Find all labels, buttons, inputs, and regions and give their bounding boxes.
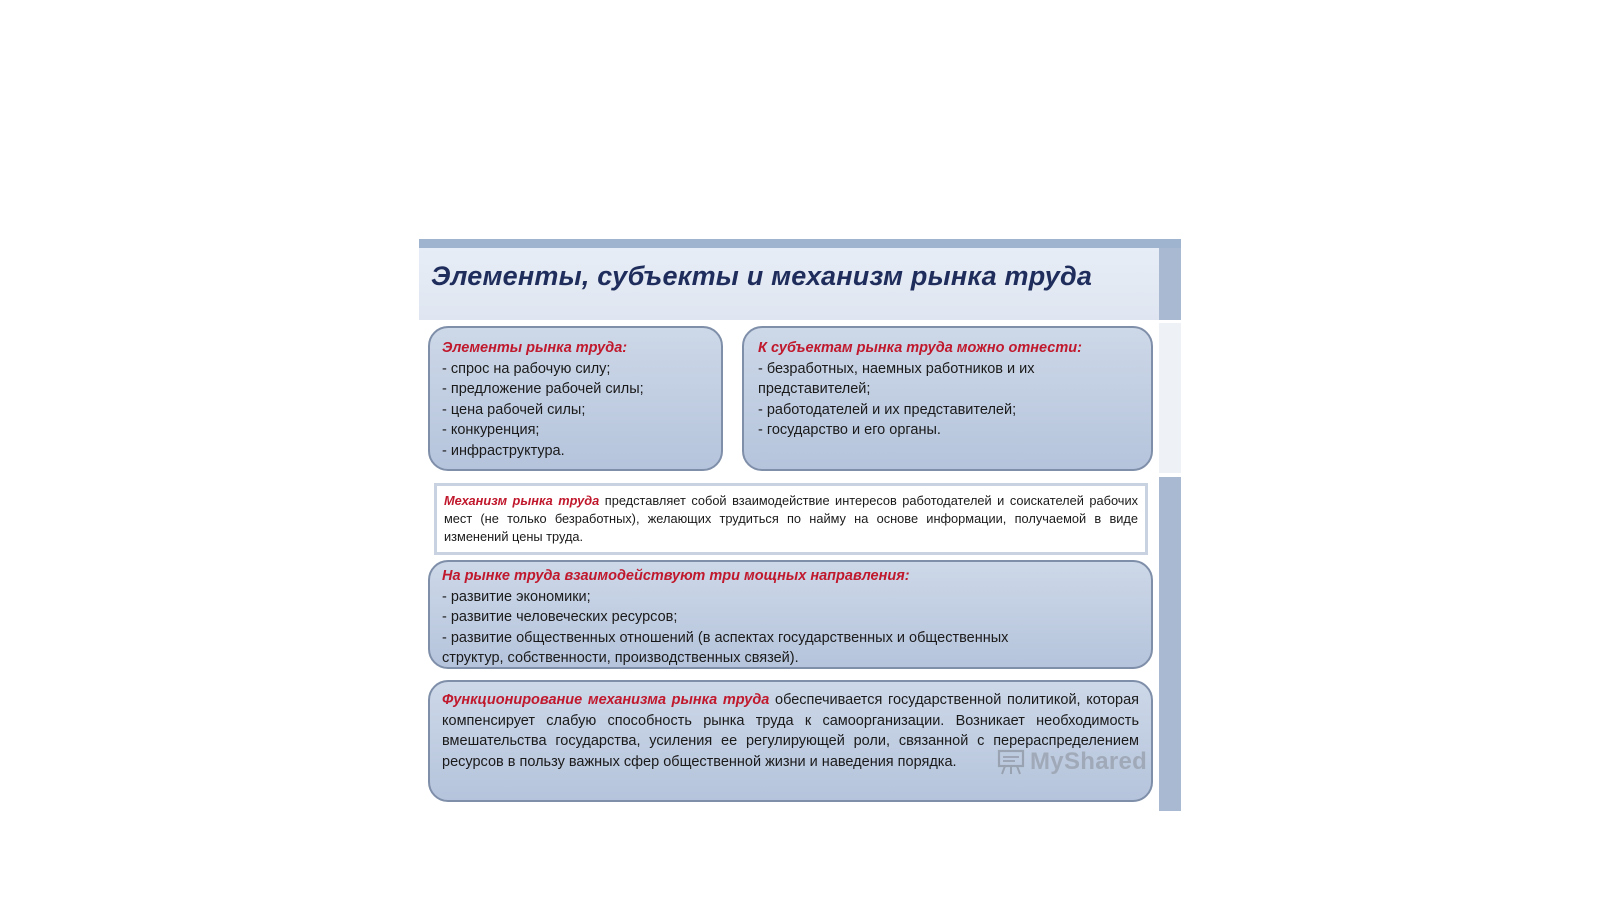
watermark-text: MyShared	[1030, 748, 1148, 775]
directions-item: - развитие экономики;	[442, 588, 591, 605]
directions-heading: На рынке труда взаимодействуют три мощных направления:	[442, 568, 910, 584]
elements-item: - конкуренция;	[442, 422, 540, 438]
title-bar	[419, 239, 1181, 320]
elements-item: - инфраструктура.	[442, 442, 565, 459]
subjects-heading: К субъектам рынка труда можно отнести:	[758, 340, 1082, 356]
side-band	[1159, 477, 1181, 811]
side-band-light	[1159, 323, 1181, 473]
title-side-band	[1159, 248, 1181, 320]
subjects-item: - работодателей и их представителей;	[758, 401, 1017, 418]
functioning-heading: Функционирование механизма рынка труда	[442, 692, 770, 708]
functioning-box	[428, 680, 1153, 802]
directions-item: структур, собственности, производственных связей).	[442, 650, 799, 666]
directions-box	[428, 560, 1153, 669]
mechanism-text: представляет собой взаимодействие интересов работодателей и соискателей рабочих мест (не только безработных), желающих трудиться по найму на основе информации, получаемой в виде изменений цены труда.	[444, 493, 1139, 544]
mechanism-box	[434, 483, 1148, 555]
subjects-item: - безработных, наемных работников и их	[758, 360, 1035, 377]
slide	[419, 239, 1181, 811]
mechanism-heading: Механизм рынка труда	[444, 493, 600, 508]
elements-item: - предложение рабочей силы;	[442, 381, 644, 397]
subjects-item: представителей;	[758, 381, 871, 397]
slide-title: Элементы, субъекты и механизм рынка труда	[431, 261, 1093, 291]
elements-item: - цена рабочей силы;	[442, 401, 586, 418]
elements-box	[428, 326, 723, 471]
elements-item: - спрос на рабочую силу;	[442, 360, 611, 377]
subjects-item: - государство и его органы.	[758, 422, 941, 438]
myshared-logo-icon	[997, 749, 1025, 775]
functioning-text: обеспечивается государственной политикой, которая компенсирует слабую способность рынка труда к самоорганизации. Возникает необходимость вмешательства государства, усиления ее регулирующей роли, связанной с перераспределением ресурсов в пользу важных сфер общественной жизни и наведения порядка.	[442, 692, 1139, 770]
directions-item: - развитие человеческих ресурсов;	[442, 609, 678, 625]
directions-item: - развитие общественных отношений (в аспектах государственных и общественных	[442, 629, 1009, 646]
elements-heading: Элементы рынка труда:	[442, 340, 628, 356]
subjects-box	[742, 326, 1153, 471]
watermark	[997, 748, 1147, 776]
